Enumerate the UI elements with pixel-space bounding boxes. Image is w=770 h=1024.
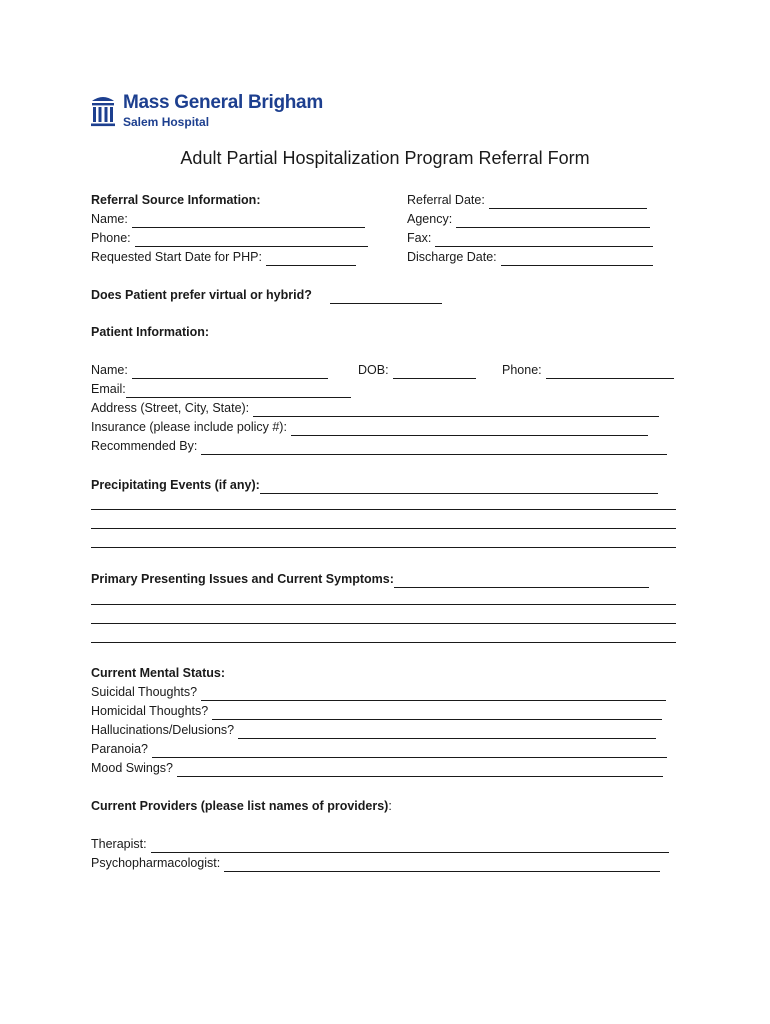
- psychopharm-field[interactable]: [224, 858, 660, 872]
- precipitating-line-3[interactable]: [91, 547, 676, 548]
- patient-name-row: [91, 361, 328, 379]
- mental-status-heading: Current Mental Status:: [91, 666, 226, 680]
- fax-row: [407, 229, 653, 247]
- recommended-by-row: [91, 437, 667, 455]
- referral-name-field[interactable]: [132, 214, 365, 228]
- suicidal-row: [91, 683, 666, 701]
- therapist-row: [91, 835, 669, 853]
- psychopharm-row: [91, 854, 660, 872]
- referral-date-field[interactable]: [489, 195, 647, 209]
- presenting-issues-field[interactable]: [394, 574, 649, 588]
- precipitating-events-field[interactable]: [260, 480, 658, 494]
- suicidal-label: Suicidal Thoughts?: [91, 685, 198, 699]
- patient-phone-field[interactable]: [546, 365, 674, 379]
- patient-dob-label: DOB:: [358, 363, 389, 377]
- homicidal-row: [91, 702, 662, 720]
- patient-name-field[interactable]: [132, 365, 328, 379]
- paranoia-label: Paranoia?: [91, 742, 148, 756]
- patient-address-row: [91, 399, 659, 417]
- virtual-hybrid-field[interactable]: [330, 290, 442, 304]
- patient-phone-label: Phone:: [502, 363, 542, 377]
- patient-info-heading: Patient Information:: [91, 325, 210, 339]
- providers-heading-colon: :: [388, 799, 392, 813]
- patient-name-label: Name:: [91, 363, 128, 377]
- hallucinations-label: Hallucinations/Delusions?: [91, 723, 235, 737]
- referral-date-label: Referral Date:: [407, 193, 485, 207]
- discharge-date-row: [407, 248, 653, 266]
- agency-field[interactable]: [456, 214, 650, 228]
- patient-address-label: Address (Street, City, State):: [91, 401, 250, 415]
- referral-source-heading: Referral Source Information:: [91, 193, 261, 207]
- patient-insurance-label: Insurance (please include policy #):: [91, 420, 287, 434]
- presenting-issues-row: [91, 570, 649, 588]
- referral-name-row: [91, 210, 365, 228]
- referral-name-label: Name:: [91, 212, 128, 226]
- start-date-label: Requested Start Date for PHP:: [91, 250, 262, 264]
- recommended-by-field[interactable]: [201, 441, 667, 455]
- virtual-hybrid-row: [91, 286, 442, 304]
- referral-date-row: [407, 191, 647, 209]
- patient-dob-field[interactable]: [393, 365, 476, 379]
- psychopharm-label: Psychopharmacologist:: [91, 856, 221, 870]
- presenting-line-1[interactable]: [91, 604, 676, 605]
- patient-email-label: Email:: [91, 382, 126, 396]
- patient-insurance-field[interactable]: [291, 422, 648, 436]
- mood-swings-row: [91, 759, 663, 777]
- presenting-line-3[interactable]: [91, 642, 676, 643]
- discharge-date-field[interactable]: [501, 252, 653, 266]
- fax-field[interactable]: [435, 233, 653, 247]
- hospital-building-icon: [91, 94, 115, 128]
- precipitating-events-label: Precipitating Events (if any):: [91, 478, 260, 492]
- providers-heading-text: Current Providers (please list names of providers): [91, 799, 389, 813]
- brand-subtitle: Salem Hospital: [123, 115, 210, 129]
- precipitating-line-2[interactable]: [91, 528, 676, 529]
- therapist-field[interactable]: [151, 839, 669, 853]
- homicidal-field[interactable]: [212, 706, 662, 720]
- therapist-label: Therapist:: [91, 837, 147, 851]
- providers-heading: [91, 797, 392, 815]
- start-date-row: [91, 248, 356, 266]
- patient-insurance-row: [91, 418, 648, 436]
- hallucinations-row: [91, 721, 656, 739]
- mood-swings-field[interactable]: [177, 763, 663, 777]
- suicidal-field[interactable]: [201, 687, 666, 701]
- fax-label: Fax:: [407, 231, 432, 245]
- recommended-by-label: Recommended By:: [91, 439, 198, 453]
- referral-phone-label: Phone:: [91, 231, 131, 245]
- discharge-date-label: Discharge Date:: [407, 250, 497, 264]
- paranoia-row: [91, 740, 667, 758]
- precipitating-events-row: [91, 476, 658, 494]
- virtual-hybrid-label: Does Patient prefer virtual or hybrid?: [91, 288, 312, 302]
- referral-phone-field[interactable]: [135, 233, 368, 247]
- paranoia-field[interactable]: [152, 744, 667, 758]
- hallucinations-field[interactable]: [238, 725, 656, 739]
- start-date-field[interactable]: [266, 252, 356, 266]
- referral-phone-row: [91, 229, 368, 247]
- patient-dob-row: [358, 361, 476, 379]
- patient-email-row: [91, 380, 351, 398]
- patient-email-field[interactable]: [126, 384, 351, 398]
- patient-address-field[interactable]: [253, 403, 659, 417]
- form-title: Adult Partial Hospitalization Program Referral Form: [180, 148, 590, 168]
- agency-label: Agency:: [407, 212, 453, 226]
- presenting-issues-label: Primary Presenting Issues and Current Symptoms:: [91, 572, 394, 586]
- brand-name: Mass General Brigham: [123, 92, 323, 113]
- patient-phone-row: [502, 361, 674, 379]
- homicidal-label: Homicidal Thoughts?: [91, 704, 209, 718]
- precipitating-line-1[interactable]: [91, 509, 676, 510]
- presenting-line-2[interactable]: [91, 623, 676, 624]
- agency-row: [407, 210, 650, 228]
- mood-swings-label: Mood Swings?: [91, 761, 173, 775]
